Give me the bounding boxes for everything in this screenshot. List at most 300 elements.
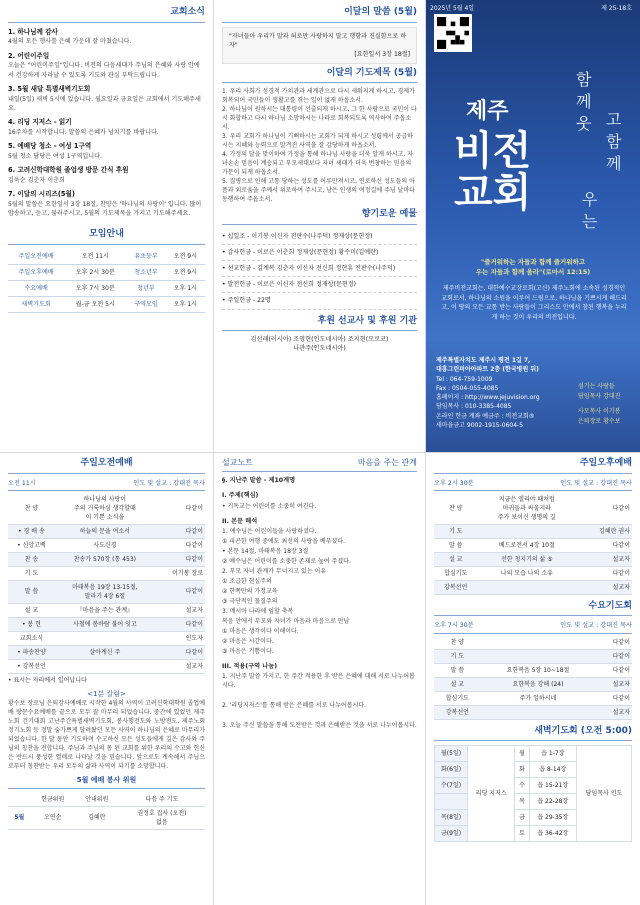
order-row <box>8 493 205 525</box>
order-row <box>8 566 205 580</box>
order-cell <box>55 566 155 580</box>
dawn-reading: 읍 29-35장 <box>529 810 576 826</box>
church-name-line1: 비전 <box>454 127 532 174</box>
dawn-day: 금(9일) <box>435 826 468 842</box>
schedule-cell: 구역모임 <box>126 297 165 313</box>
order-row <box>434 677 632 691</box>
order-cell <box>55 552 155 566</box>
order-cell-line: 찬 송 <box>24 555 39 563</box>
online-offering: 온라인 헌금 계좌 예금주 : 비전교회® <box>436 412 535 420</box>
order-row <box>434 552 632 566</box>
order-cell <box>434 580 477 594</box>
order-cell-line: 다같이 <box>612 652 630 660</box>
dawn-weekday: 화 <box>515 762 529 778</box>
bank-account: 새마을금고 9002-1915-0604-5 <box>436 422 524 430</box>
sermon-section-heading: I. 주제(핵심) <box>222 492 259 500</box>
morning-leader: 인도 및 설교 : 강대진 목사 <box>133 479 205 487</box>
slogan-char: 께 <box>606 154 622 173</box>
order-row <box>434 663 632 677</box>
sermon-line: ② 한쪽만의 가정교육 <box>222 587 278 595</box>
order-cell-line: 말 씀 <box>448 541 463 549</box>
order-cell <box>434 538 477 552</box>
order-cell-line: 사도신경 <box>93 541 117 549</box>
afternoon-subhead <box>434 478 632 491</box>
schedule-cell: 수요예배 <box>8 280 64 296</box>
order-cell <box>481 691 596 705</box>
schedule-cell: 오후 2시 30분 <box>64 264 126 280</box>
order-cell <box>434 552 477 566</box>
vol-offering: 오연순 <box>31 806 75 829</box>
vol-header-usher: 안내위원 <box>75 793 119 807</box>
order-cell-line: 설교자 <box>185 662 203 670</box>
sermon-line: 1. 지난주 말씀 가지고, 한 주간 적용한 후 받은 은혜에 대해 서로 나누어봅시다. <box>222 673 415 690</box>
dawn-weekday: 수 <box>515 778 529 794</box>
address-line2: 대흥그린피아아파트 2층 (한국병원 뒤) <box>436 366 539 374</box>
news-item-text: 김욱순 김춘자 이춘희 <box>8 176 65 184</box>
dawn-reading: 읍 36-42장 <box>529 826 576 842</box>
order-cell <box>576 552 632 566</box>
sermon-line: 복음 안에서 부모와 자녀가 마음과 마음으로 만남 <box>222 617 350 625</box>
order-cell-line: 말라기 4장 6절 <box>84 592 126 600</box>
order-cell-line: 살아계신 주 <box>89 648 121 656</box>
verse-reference: [요한일서 3장 18절] <box>354 50 410 58</box>
dawn-day: 목(8일) <box>435 810 468 826</box>
schedule-cell: 오후 1시 <box>166 280 205 296</box>
order-cell <box>477 538 576 552</box>
sermon-line: ① 피곤한 여행 중에도 최선의 사랑을 베푸셨다. <box>222 537 346 545</box>
motto-line1: "즐거워하는 자들과 함께 즐거워하고 <box>480 258 586 266</box>
schedule-table <box>8 249 205 314</box>
order-row <box>8 580 205 603</box>
order-cell-line: 말 씀 <box>450 666 465 674</box>
order-cell <box>55 645 155 659</box>
sermon-line: 2. '리딩지저스'를 통해 받은 은혜를 서로 나누어봅시다. <box>222 702 367 710</box>
slogan-char: 함 <box>576 70 592 89</box>
dawn-day: 월(5일) <box>435 746 468 762</box>
schedule-cell: 오후 1시 <box>166 297 205 313</box>
order-row <box>434 538 632 552</box>
order-cell-line: 다같이 <box>185 504 203 512</box>
vision-statement: 제주비전교회는, 대한예수교장로회(고신) 제주노회에 소속된 성경적인 교회로서, 하나님의 소원을 이루어 드림으로, 하나님을 기쁘시게 해드리고, 이 땅의 모든 교통 받는 사람들이 그리스도 안에서 참된 행복을 누리게 하는 것이 우리의 비전입니다. <box>441 285 627 321</box>
order-cell-line: • 봉 헌 <box>21 620 41 628</box>
order-cell-line: 다같이 <box>612 666 630 674</box>
order-cell <box>8 566 55 580</box>
order-cell <box>8 617 55 631</box>
order-cell <box>477 493 576 525</box>
order-cell <box>481 663 596 677</box>
prayer-item: 1. 우리 사회가 성경적 가치관과 세계관으로 다시 세워지게 하시고, 경제가 회복되어 국민들이 생활고를 겪는 일이 없게 하옵소서. <box>222 88 415 105</box>
slogan-char: 함 <box>606 132 622 151</box>
morning-note: • 표시는 자리에서 일어납니다 <box>8 676 87 684</box>
order-cell <box>155 580 205 603</box>
church-name-line2: 교회 <box>454 169 532 216</box>
dawn-table <box>434 745 632 842</box>
order-cell <box>155 631 205 645</box>
order-cell <box>55 603 155 617</box>
order-cell <box>8 552 55 566</box>
offering-item: • 발전헌금 - 이로은 이신자 전신희 정재상(문현정) <box>222 277 417 293</box>
order-cell <box>155 603 205 617</box>
order-cell-line: 인도자 <box>185 634 203 642</box>
slogan-char: 는 <box>582 212 598 231</box>
order-row <box>434 649 632 663</box>
order-cell <box>481 649 596 663</box>
order-cell <box>8 580 55 603</box>
order-cell-line: 다같이 <box>612 569 630 577</box>
verse-text: "자녀들아 우리가 말과 혀로만 사랑하지 말고 행함과 진실함으로 하자" <box>229 32 407 49</box>
order-cell-line: 사철에 봄바람 불어 잇고 <box>73 620 137 628</box>
vol-header-offering: 헌금위원 <box>31 793 75 807</box>
schedule-cell: 청년부 <box>126 280 165 296</box>
order-cell-line: 설교자 <box>612 708 630 716</box>
news-item-text: 오늘은 "어린이주일"입니다. 비전의 다음세대가 주님의 은혜와 사랑 안에서 건강하게 자라날 수 있도록 기도와 관심 부탁드립니다. <box>8 62 200 79</box>
church-name <box>454 127 532 216</box>
offering-item: • 십일조 - 이기봉 이신자 전판수(나주덕) 정재상(문현정) <box>222 229 417 245</box>
order-cell-line: 주가 보이신 생명의 길 <box>497 513 556 521</box>
order-cell-line: 다같이 <box>612 638 630 646</box>
morning-order-table <box>8 493 205 674</box>
order-cell <box>477 524 576 538</box>
sermon-line: ③ 마음은 기쁨이다. <box>222 647 274 655</box>
order-cell <box>155 617 205 631</box>
order-cell <box>434 691 481 705</box>
motto <box>436 258 630 278</box>
news-item-text: 4월의 모든 행사를 은혜 가운데 잘 마쳤습니다. <box>8 38 132 46</box>
dawn-weekday: 월 <box>515 746 529 762</box>
order-cell <box>595 691 632 705</box>
pastor-phone: 담임목사 : 010-3385-4085 <box>436 403 512 411</box>
offering-item: • 선교헌금 - 김계복 김춘자 이신자 전신희 정현휴 전판수(나주덕) <box>222 261 417 277</box>
order-cell <box>155 645 205 659</box>
order-cell-line: 강복선언 <box>445 708 469 716</box>
order-cell-line: 다같이 <box>185 648 203 656</box>
news-item-heading: 5. 예배당 청소 - 여성 1구역 <box>8 141 92 150</box>
order-row <box>434 524 632 538</box>
afternoon-title: 주일오후예배 <box>434 457 632 474</box>
order-cell <box>8 538 55 552</box>
order-cell-line: 찬 양 <box>450 638 465 646</box>
sermon-header <box>222 457 417 472</box>
order-cell <box>8 631 55 645</box>
prayer-item: 3. 우리 교회가 하나님이 기뻐하시는 교회가 되게 하시고 성령께서 공급하시는 지혜와 능력으로 말겨진 사역을 잘 감당하게 하옵소서. <box>222 133 413 150</box>
evening-services-panel <box>426 453 640 905</box>
order-cell-line: 다같이 <box>185 527 203 535</box>
order-cell <box>55 524 155 538</box>
order-cell <box>8 493 55 525</box>
order-cell <box>481 636 596 650</box>
column-title: <1분 칼럼> <box>87 689 126 698</box>
dawn-weekday: 토 <box>515 826 529 842</box>
order-cell-line: 요한복음 5장 10~18절 <box>506 666 570 674</box>
afternoon-time: 오후 2시 30분 <box>434 479 474 487</box>
news-item-heading: 7. 이달의 시리즈(5월) <box>8 189 75 198</box>
prayer-item: 4. 가정의 달을 맞이하여 가정을 통해 하나님 사랑을 더욱 알게 하시고, 자녀손손 믿음이 계승되고 부모세대보다 자녀 세대가 더욱 번창하는 믿음의 가문이 되게 하옵소서. <box>222 151 413 177</box>
news-item-heading: 4. 리딩 지저스 - 읽기 <box>8 117 72 126</box>
order-cell-line: 찬송가 570장 (통 453) <box>73 555 137 563</box>
order-cell <box>434 649 481 663</box>
dawn-program: 리딩 지저스 <box>468 746 515 842</box>
order-cell <box>481 705 596 719</box>
order-cell-line: 다같이 <box>612 694 630 702</box>
order-cell-line: 설교자 <box>612 555 630 563</box>
sermon-line: ① 마음은 생각이다 이해이다. <box>222 627 299 635</box>
offering-item: • 감사헌금 - 이로은 이춘희 정재상(문현정) 황수미(김예란) <box>222 245 417 261</box>
staff-list <box>578 382 636 426</box>
vol-prayer-2: 없음 <box>156 818 168 826</box>
order-cell-line: 기 도 <box>448 527 463 535</box>
dawn-reading: 읍 22-28장 <box>529 794 576 810</box>
order-row <box>434 580 632 594</box>
wednesday-time: 오후 7시 30분 <box>434 622 474 630</box>
dawn-weekday: 금 <box>515 810 529 826</box>
afternoon-leader: 인도 및 설교 : 강대진 목사 <box>560 479 632 487</box>
qr-code <box>434 14 472 52</box>
schedule-cell: 오전 9시 <box>166 249 205 265</box>
prayer-title: 이달의 기도제목 (5월) <box>222 67 417 84</box>
schedule-cell: 유초등부 <box>126 249 165 265</box>
morning-subhead <box>8 478 205 491</box>
news-item-text: 5월의 말씀은 요한일서 3장 18절, 찬양은 '하나님의 사랑이' 입니다. 많이 암송하고, 듣고, 불러주시고, 5월의 기도제목을 가지고 기도해주세요. <box>8 200 202 217</box>
sermon-body <box>222 491 417 730</box>
staff-elder: 은퇴장로 황수보 <box>578 417 621 425</box>
schedule-row <box>8 297 205 313</box>
slogan-char: 고 <box>606 110 622 129</box>
order-cell <box>434 493 477 525</box>
order-cell <box>576 493 632 525</box>
sermon-line: 3. 오늘 주신 말씀을 통해 도전받은 것과 은혜받은 것을 서로 나누어봅시다. <box>222 722 417 730</box>
order-row <box>8 631 205 645</box>
sermon-section-heading: II. 본문 해석 <box>222 517 258 525</box>
sermon-line: ③ 극단적인 물질주의 <box>222 597 278 605</box>
wednesday-leader: 인도 및 설교 : 강대진 목사 <box>560 622 632 630</box>
verse-title: 이달의 말씀 (5월) <box>222 6 417 23</box>
order-cell-line: • 신앙고백 <box>17 541 46 549</box>
order-cell <box>8 524 55 538</box>
staff-heading: 섬기는 사람들 <box>578 383 615 390</box>
address-line1: 제주특별자치도 제주시 평전 1길 7, <box>436 357 531 364</box>
order-cell <box>481 677 596 691</box>
news-item-heading: 3. 5월 새달 특별새벽기도회 <box>8 84 91 93</box>
order-cell-line: 이기봉 장로 <box>172 569 203 577</box>
schedule-cell: 오전 11시 <box>64 249 126 265</box>
dawn-time: (오전 5:00) <box>580 725 632 736</box>
order-cell-line: 다같이 <box>612 541 630 549</box>
order-cell <box>8 603 55 617</box>
order-cell-line: 교회소식 <box>19 634 44 642</box>
order-cell <box>434 524 477 538</box>
staff-wife: 사모목사 이기봉 <box>578 408 621 416</box>
dawn-title-text: 새벽기도회 <box>534 725 578 736</box>
sermon-line: • 기독교는 어린이를 소중히 여긴다. <box>222 502 317 510</box>
order-cell-line: 베드로전서 4장 10절 <box>498 541 555 549</box>
order-row <box>8 603 205 617</box>
cover-subtitle: 제주 <box>466 98 509 124</box>
fax: Fax : 0504-055-4085 <box>436 384 499 392</box>
order-cell-line: 설 교 <box>448 555 463 563</box>
order-cell-line: 다같이 <box>185 541 203 549</box>
order-cell-line: 선한 청지기의 삶 ⑤ <box>501 555 553 563</box>
order-cell <box>576 566 632 580</box>
vol-usher: 김혜란 <box>75 806 119 829</box>
dawn-day <box>435 794 468 810</box>
sermon-title: 설교노트 <box>222 458 253 467</box>
dawn-reading: 읍 8-14장 <box>529 762 576 778</box>
schedule-row <box>8 264 205 280</box>
offering-list <box>222 229 417 310</box>
tel: Tel : 064-759-1009 <box>436 375 493 383</box>
order-cell-line: 하나님의 사랑이 <box>83 495 127 503</box>
order-row <box>8 538 205 552</box>
sermon-line <box>222 711 417 720</box>
dawn-day: 수(7일) <box>435 778 468 794</box>
dawn-reading: 읍 1-7장 <box>529 746 576 762</box>
sermon-notes-panel <box>214 453 425 905</box>
order-cell-line: 합심기도 <box>444 569 468 577</box>
dawn-row <box>435 746 632 762</box>
news-item-text: 내일(5일) 새벽 5시에 있습니다. 월요일과 금요일은 교회에서 기도해주세요. <box>8 95 201 112</box>
order-cell <box>434 566 477 580</box>
order-cell <box>434 663 481 677</box>
order-cell-line: 지금은 엘리야 때처럼 <box>498 495 555 503</box>
order-cell-line: 주의 거룩하심 생각할때 <box>73 504 136 512</box>
order-cell-line: 마귀들과 싸울지라 <box>502 504 551 512</box>
order-cell-line: 합심기도 <box>445 694 469 702</box>
schedule-cell: 청소년부 <box>126 264 165 280</box>
order-row <box>8 659 205 673</box>
sermon-subtitle: 마음을 주는 관계 <box>357 458 417 467</box>
sermon-line: ② 예수님은 어린이를 소중한 존재로 높여 주셨다. <box>222 557 351 565</box>
order-cell <box>576 538 632 552</box>
sermon-line: • 본문 14절, 마태복음 18장 3절 <box>222 547 309 555</box>
order-cell <box>155 493 205 525</box>
prayer-item: 2. 하나님이 원하시는 대통령이 선출되게 하시고, 그 한 사람으로 국민이 다시 화합하고 다시 하나님 소망하시는 나라로 회복되도록 역사하여 주옵소서. <box>222 106 417 132</box>
homepage-link[interactable]: 홈페이지 : http://www.jejuvision.org <box>436 394 540 402</box>
schedule-cell: 주일오후예배 <box>8 264 64 280</box>
order-cell-line: 설 교 <box>450 680 465 688</box>
sermon-line: ② 마음은 시간이다. <box>222 637 274 645</box>
schedule-cell: 새벽기도회 <box>8 297 64 313</box>
order-cell <box>576 524 632 538</box>
order-cell-line: 『마음을 주는 관계』 <box>76 606 134 614</box>
slogan-char: 웃 <box>576 114 592 133</box>
schedule-title: 모임안내 <box>8 228 205 245</box>
morning-service-panel <box>0 453 213 905</box>
order-cell <box>434 636 481 650</box>
sermon-line: ① 조급한 현실주의 <box>222 577 272 585</box>
order-row <box>434 636 632 650</box>
order-cell <box>55 538 155 552</box>
order-cell <box>477 580 576 594</box>
wednesday-subhead <box>434 620 632 633</box>
support-missionaries-2: 나관주(인도네시아) <box>293 345 346 353</box>
order-row <box>8 617 205 631</box>
order-cell <box>155 524 205 538</box>
dawn-weekday: 목 <box>515 794 529 810</box>
order-cell-line: 다같이 <box>185 555 203 563</box>
order-cell-line: 말 씀 <box>24 588 39 596</box>
news-item-heading: 2. 어린이주일 <box>8 51 50 60</box>
order-cell-line: 찬 양 <box>448 504 463 512</box>
order-cell-line: 다같이 <box>612 504 630 512</box>
dawn-reading: 읍 15-21장 <box>529 778 576 794</box>
order-cell-line: 마태복음 19장 13-15절, <box>72 583 138 591</box>
order-cell-line: 다같이 <box>185 620 203 628</box>
news-item-text: 5월 청소 담당은 여성 1구역입니다. <box>8 152 102 160</box>
news-item-heading: 6. 고려신학대학원 졸업생 방문 간식 후원 <box>8 165 129 174</box>
slogan-char: 께 <box>576 92 592 111</box>
church-news-panel <box>0 0 213 452</box>
order-cell-line: 설교자 <box>612 680 630 688</box>
wednesday-order-table <box>434 636 632 720</box>
wednesday-title: 수요기도회 <box>434 600 632 617</box>
order-cell <box>595 663 632 677</box>
order-row <box>434 705 632 719</box>
order-cell <box>55 631 155 645</box>
order-cell <box>155 552 205 566</box>
order-cell <box>595 636 632 650</box>
offering-item: • 주일헌금 - 22명 <box>222 293 417 309</box>
order-cell-line: • 파송찬양 <box>17 648 46 656</box>
order-row <box>8 524 205 538</box>
order-cell <box>8 659 55 673</box>
issue-date: 2025년 5월 4일 <box>430 5 475 12</box>
order-cell <box>576 580 632 594</box>
news-list <box>8 28 205 219</box>
order-cell-line: 설교자 <box>612 583 630 591</box>
qr-code-icon <box>437 17 469 49</box>
order-cell <box>55 580 155 603</box>
schedule-row <box>8 249 205 265</box>
order-row <box>8 552 205 566</box>
order-cell <box>155 566 205 580</box>
order-cell-line: 주가 일하시네 <box>519 694 557 702</box>
verse-box <box>222 27 417 64</box>
order-cell <box>434 705 481 719</box>
dawn-title <box>434 725 632 742</box>
sermon-section-heading: III. 적용(구역 나눔) <box>222 662 278 670</box>
sermon-series: §. 지난주 말씀 - 제10계명 <box>222 477 296 484</box>
sermon-line: 2. 부모 자녀 관계가 무너지고 있는 이유 <box>222 567 327 575</box>
order-cell-line: 김혜란 권사 <box>599 527 630 535</box>
prayer-item: 5. 질병으로 인해 고통 당하는 성도를 어루만져시고, 연로하신 성도들의 아픔과 외로움을 주께서 위로하여 주시고, 남은 인생의 여정길에 주님 날마다 동행하여 주옵소서. <box>222 178 415 204</box>
order-row <box>434 566 632 580</box>
staff-pastor: 담임목사 강대진 <box>578 392 621 400</box>
order-cell-line: • 강복선언 <box>17 662 46 670</box>
support-title: 후원 선교사 및 후원 기관 <box>222 315 417 332</box>
order-cell <box>155 659 205 673</box>
order-cell-line: 강복선언 <box>444 583 468 591</box>
issue-number: 제 25-18호 <box>601 5 632 12</box>
sermon-line: 1. 예수님은 어린이들을 사랑하셨다. <box>222 527 317 535</box>
slogan-char: 우 <box>582 190 598 209</box>
vol-prayer: 권정호 집사 (오전) <box>137 809 187 817</box>
dawn-leader: 담임목사 인도 <box>577 746 632 842</box>
order-cell-line: 나의 모습 나의 소유 <box>500 569 553 577</box>
order-cell <box>595 649 632 663</box>
order-cell-line: 설 교 <box>24 606 39 614</box>
order-cell <box>595 705 632 719</box>
sermon-line: 3. 메시아 나라에 임할 축복 <box>222 607 294 615</box>
order-cell <box>477 552 576 566</box>
order-row <box>434 493 632 525</box>
contact-info <box>436 356 556 430</box>
cover-panel <box>426 0 640 452</box>
order-cell <box>55 659 155 673</box>
schedule-cell: 주일오전예배 <box>8 249 64 265</box>
schedule-cell: 오후 7시 30분 <box>64 280 126 296</box>
order-cell <box>55 617 155 631</box>
vol-header-prayer: 다음 주 기도 <box>119 793 205 807</box>
